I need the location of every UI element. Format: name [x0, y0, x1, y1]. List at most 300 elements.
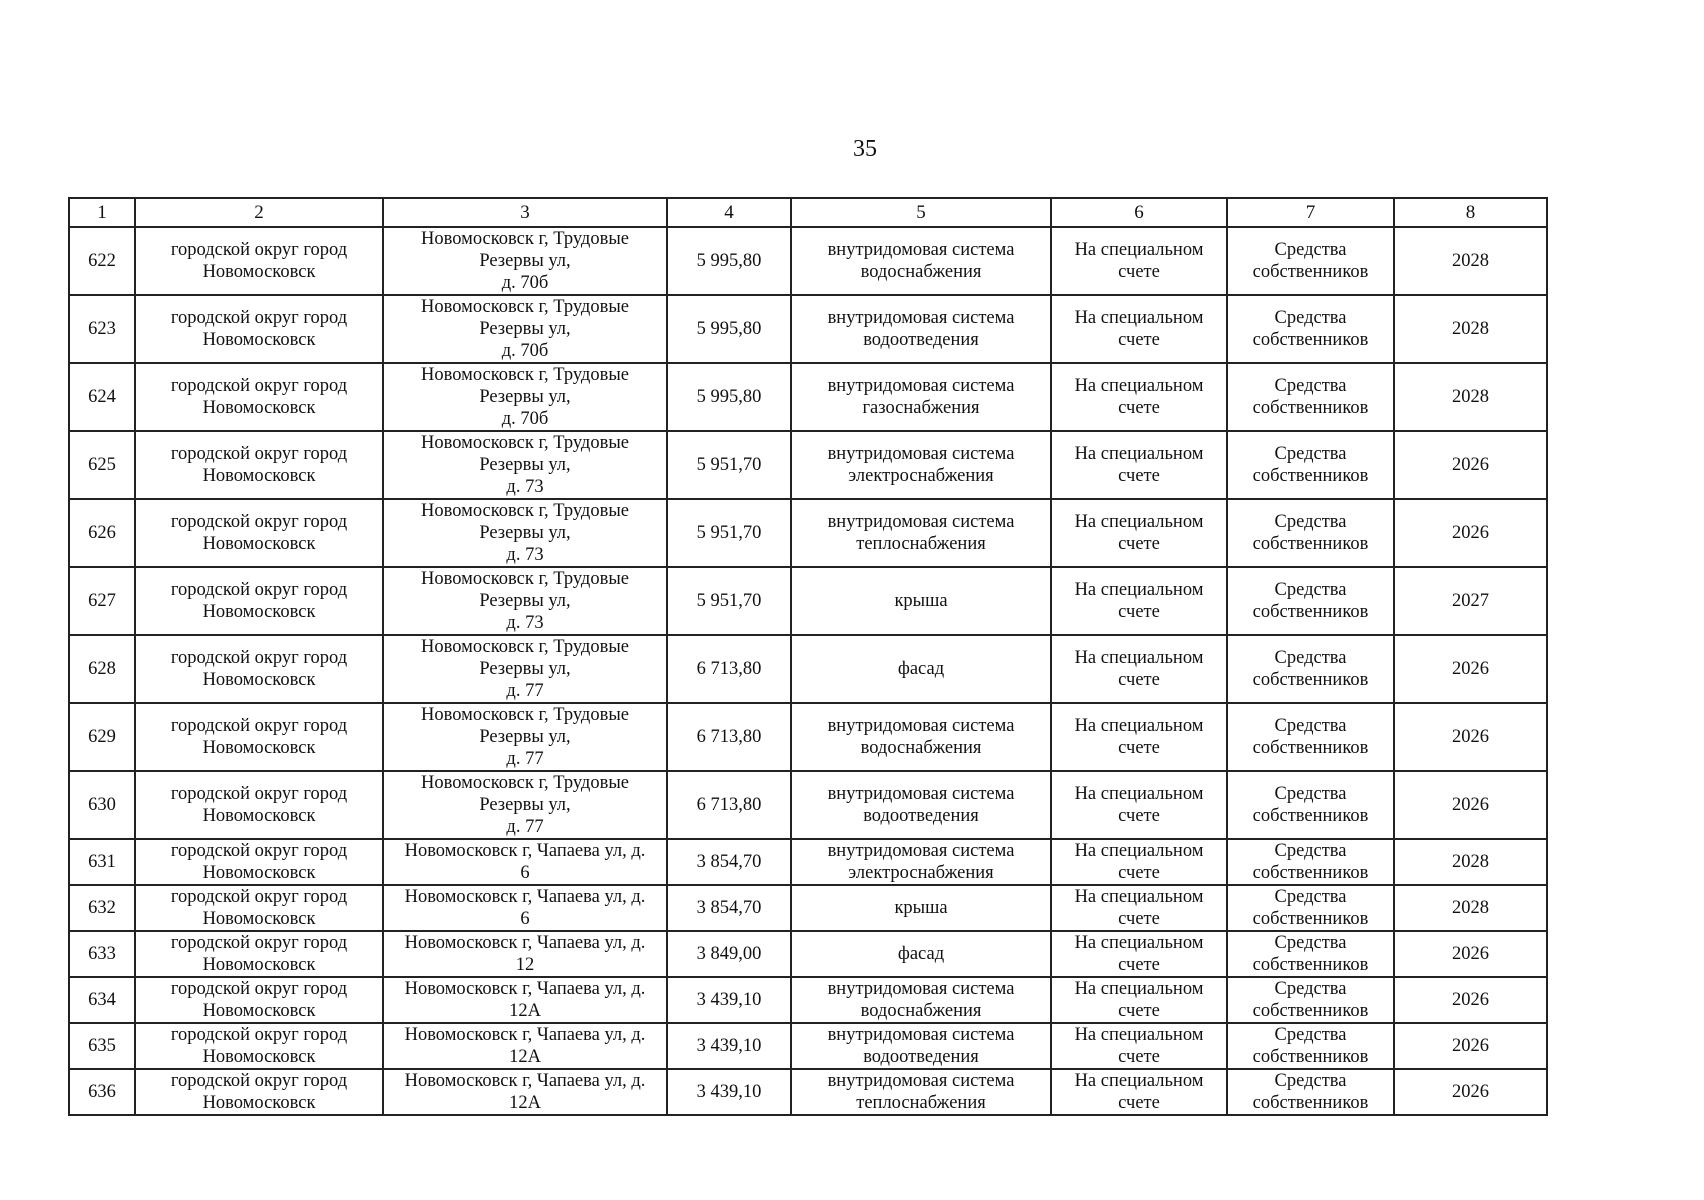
municipality-cell [135, 771, 383, 839]
cell-line: Новомосковск [202, 670, 316, 690]
funding-source-cell [1227, 499, 1394, 567]
area-cell: 3 439,10 [667, 1069, 791, 1115]
area-cell: 5 951,70 [667, 431, 791, 499]
cell-line: собственников [1252, 863, 1369, 883]
cell-line: На специальном [1074, 240, 1204, 260]
cell-line: Средства [1274, 841, 1347, 861]
area-cell: 3 439,10 [667, 1023, 791, 1069]
address-cell [383, 1069, 667, 1115]
cell-line: водоотведения [863, 330, 979, 350]
building-system-cell [791, 771, 1051, 839]
account-type-cell [1051, 567, 1227, 635]
cell-line: водоснабжения [860, 738, 982, 758]
cell-line: Средства [1274, 376, 1347, 396]
account-type-cell [1051, 703, 1227, 771]
table-row [69, 771, 1547, 839]
address-cell [383, 567, 667, 635]
cell-line: счете [1118, 330, 1160, 350]
cell-line: Новомосковск [202, 398, 316, 418]
cell-line: д. 70б [501, 273, 549, 293]
cell-line: Средства [1274, 580, 1347, 600]
cell-line: теплоснабжения [856, 534, 986, 554]
municipality-cell [135, 839, 383, 885]
account-type-cell [1051, 363, 1227, 431]
cell-line: городской округ город [170, 512, 348, 532]
row-number-cell: 625 [69, 431, 135, 499]
area-cell: 3 854,70 [667, 839, 791, 885]
column-header: 1 [69, 198, 135, 227]
cell-line: Средства [1274, 444, 1347, 464]
cell-line: Новомосковск [202, 602, 316, 622]
table-row [69, 839, 1547, 885]
cell-line: водоотведения [863, 1047, 979, 1067]
cell-line: Новомосковск [202, 534, 316, 554]
row-number-cell: 632 [69, 885, 135, 931]
table-row [69, 635, 1547, 703]
column-header: 6 [1051, 198, 1227, 227]
municipality-cell [135, 431, 383, 499]
area-cell: 3 854,70 [667, 885, 791, 931]
account-type-cell [1051, 771, 1227, 839]
header-row [69, 198, 1547, 227]
cell-line: Новомосковск г, Чапаева ул, д. [404, 887, 646, 907]
row-number-cell: 626 [69, 499, 135, 567]
municipality-cell [135, 567, 383, 635]
municipality-cell [135, 1069, 383, 1115]
row-number-cell: 624 [69, 363, 135, 431]
building-system-cell [791, 227, 1051, 295]
funding-source-cell [1227, 1069, 1394, 1115]
building-system-cell [791, 295, 1051, 363]
cell-line: Средства [1274, 784, 1347, 804]
cell-line: Резервы ул, [479, 251, 571, 271]
cell-line: Средства [1274, 648, 1347, 668]
cell-line: Новомосковск [202, 806, 316, 826]
cell-line: крыша [894, 591, 948, 611]
account-type-cell [1051, 1023, 1227, 1069]
cell-line: Резервы ул, [479, 727, 571, 747]
cell-line: собственников [1252, 602, 1369, 622]
cell-line: На специальном [1074, 887, 1204, 907]
cell-line: собственников [1252, 670, 1369, 690]
municipality-cell [135, 1023, 383, 1069]
cell-line: Новомосковск г, Трудовые [421, 637, 629, 657]
municipality-cell [135, 227, 383, 295]
cell-line: Новомосковск [202, 262, 316, 282]
municipality-cell [135, 703, 383, 771]
cell-line: собственников [1252, 909, 1369, 929]
cell-line: д. 77 [506, 681, 544, 701]
cell-line: водоотведения [863, 806, 979, 826]
cell-line: счете [1118, 1047, 1160, 1067]
cell-line: Новомосковск г, Трудовые [421, 229, 629, 249]
cell-line: На специальном [1074, 1071, 1204, 1091]
cell-line: На специальном [1074, 580, 1204, 600]
funding-source-cell [1227, 885, 1394, 931]
address-cell [383, 1023, 667, 1069]
municipality-cell [135, 885, 383, 931]
funding-source-cell [1227, 567, 1394, 635]
cell-line: Новомосковск г, Трудовые [421, 705, 629, 725]
cell-line: счете [1118, 466, 1160, 486]
account-type-cell [1051, 1069, 1227, 1115]
account-type-cell [1051, 499, 1227, 567]
table-row [69, 703, 1547, 771]
municipality-cell [135, 499, 383, 567]
cell-line: счете [1118, 1093, 1160, 1113]
cell-line: Новомосковск [202, 466, 316, 486]
cell-line: городской округ город [170, 1071, 348, 1091]
funding-source-cell [1227, 703, 1394, 771]
account-type-cell [1051, 635, 1227, 703]
cell-line: Новомосковск г, Трудовые [421, 773, 629, 793]
cell-line: счете [1118, 738, 1160, 758]
area-cell: 3 439,10 [667, 977, 791, 1023]
year-cell: 2026 [1394, 431, 1547, 499]
row-number-cell: 634 [69, 977, 135, 1023]
cell-line: газоснабжения [862, 398, 980, 418]
cell-line: Новомосковск г, Чапаева ул, д. [404, 841, 646, 861]
table-row [69, 227, 1547, 295]
cell-line: городской округ город [170, 716, 348, 736]
cell-line: Новомосковск [202, 738, 316, 758]
year-cell: 2026 [1394, 1069, 1547, 1115]
repair-program-table [68, 197, 1548, 1116]
address-cell [383, 703, 667, 771]
cell-line: Новомосковск [202, 1093, 316, 1113]
year-cell: 2028 [1394, 295, 1547, 363]
cell-line: счете [1118, 955, 1160, 975]
cell-line: Резервы ул, [479, 591, 571, 611]
year-cell: 2028 [1394, 227, 1547, 295]
cell-line: городской округ город [170, 1025, 348, 1045]
cell-line: Новомосковск г, Чапаева ул, д. [404, 1025, 646, 1045]
municipality-cell [135, 931, 383, 977]
cell-line: д. 73 [506, 613, 544, 633]
address-cell [383, 885, 667, 931]
cell-line: городской округ город [170, 648, 348, 668]
cell-line: городской округ город [170, 979, 348, 999]
cell-line: Резервы ул, [479, 319, 571, 339]
building-system-cell [791, 1069, 1051, 1115]
funding-source-cell [1227, 1023, 1394, 1069]
funding-source-cell [1227, 227, 1394, 295]
area-cell: 5 951,70 [667, 499, 791, 567]
row-number-cell: 630 [69, 771, 135, 839]
funding-source-cell [1227, 635, 1394, 703]
cell-line: д. 73 [506, 477, 544, 497]
account-type-cell [1051, 931, 1227, 977]
cell-line: фасад [897, 659, 945, 679]
cell-line: 12А [509, 1047, 541, 1067]
cell-line: Резервы ул, [479, 455, 571, 475]
cell-line: На специальном [1074, 841, 1204, 861]
column-header: 5 [791, 198, 1051, 227]
table-row [69, 1069, 1547, 1115]
year-cell: 2027 [1394, 567, 1547, 635]
row-number-cell: 636 [69, 1069, 135, 1115]
column-header: 3 [383, 198, 667, 227]
funding-source-cell [1227, 931, 1394, 977]
cell-line: 6 [520, 863, 530, 883]
address-cell [383, 635, 667, 703]
cell-line: Средства [1274, 933, 1347, 953]
year-cell: 2028 [1394, 885, 1547, 931]
area-cell: 6 713,80 [667, 635, 791, 703]
column-header: 8 [1394, 198, 1547, 227]
account-type-cell [1051, 885, 1227, 931]
cell-line: Средства [1274, 308, 1347, 328]
cell-line: водоснабжения [860, 262, 982, 282]
cell-line: Новомосковск [202, 863, 316, 883]
area-cell: 3 849,00 [667, 931, 791, 977]
address-cell [383, 977, 667, 1023]
cell-line: теплоснабжения [856, 1093, 986, 1113]
address-cell [383, 363, 667, 431]
cell-line: Средства [1274, 979, 1347, 999]
cell-line: д. 77 [506, 749, 544, 769]
area-cell: 5 995,80 [667, 227, 791, 295]
address-cell [383, 839, 667, 885]
cell-line: Новомосковск [202, 330, 316, 350]
building-system-cell [791, 885, 1051, 931]
cell-line: городской округ город [170, 444, 348, 464]
row-number-cell: 631 [69, 839, 135, 885]
row-number-cell: 629 [69, 703, 135, 771]
address-cell [383, 931, 667, 977]
cell-line: городской округ город [170, 580, 348, 600]
building-system-cell [791, 703, 1051, 771]
cell-line: Новомосковск [202, 1047, 316, 1067]
cell-line: внутридомовая система [827, 512, 1015, 532]
building-system-cell [791, 839, 1051, 885]
year-cell: 2026 [1394, 931, 1547, 977]
cell-line: На специальном [1074, 979, 1204, 999]
cell-line: 12 [515, 955, 535, 975]
year-cell: 2028 [1394, 839, 1547, 885]
cell-line: Резервы ул, [479, 387, 571, 407]
cell-line: д. 70б [501, 409, 549, 429]
building-system-cell [791, 1023, 1051, 1069]
cell-line: внутридомовая система [827, 376, 1015, 396]
cell-line: внутридомовая система [827, 1025, 1015, 1045]
cell-line: внутридомовая система [827, 979, 1015, 999]
cell-line: Резервы ул, [479, 523, 571, 543]
cell-line: На специальном [1074, 376, 1204, 396]
area-cell: 5 995,80 [667, 295, 791, 363]
municipality-cell [135, 635, 383, 703]
cell-line: собственников [1252, 466, 1369, 486]
table-body [69, 198, 1547, 1115]
cell-line: 6 [520, 909, 530, 929]
account-type-cell [1051, 431, 1227, 499]
cell-line: 12А [509, 1001, 541, 1021]
cell-line: Резервы ул, [479, 659, 571, 679]
cell-line: Средства [1274, 887, 1347, 907]
year-cell: 2026 [1394, 703, 1547, 771]
year-cell: 2026 [1394, 771, 1547, 839]
cell-line: электроснабжения [848, 863, 994, 883]
cell-line: городской округ город [170, 240, 348, 260]
cell-line: собственников [1252, 262, 1369, 282]
cell-line: На специальном [1074, 648, 1204, 668]
cell-line: Новомосковск [202, 909, 316, 929]
cell-line: 12А [509, 1093, 541, 1113]
cell-line: собственников [1252, 534, 1369, 554]
cell-line: счете [1118, 262, 1160, 282]
cell-line: городской округ город [170, 784, 348, 804]
address-cell [383, 227, 667, 295]
cell-line: Средства [1274, 716, 1347, 736]
row-number-cell: 633 [69, 931, 135, 977]
funding-source-cell [1227, 295, 1394, 363]
cell-line: счете [1118, 534, 1160, 554]
account-type-cell [1051, 227, 1227, 295]
cell-line: Новомосковск г, Трудовые [421, 569, 629, 589]
year-cell: 2026 [1394, 1023, 1547, 1069]
cell-line: На специальном [1074, 512, 1204, 532]
cell-line: водоснабжения [860, 1001, 982, 1021]
building-system-cell [791, 363, 1051, 431]
cell-line: Средства [1274, 1025, 1347, 1045]
building-system-cell [791, 567, 1051, 635]
cell-line: Новомосковск г, Трудовые [421, 297, 629, 317]
year-cell: 2026 [1394, 635, 1547, 703]
funding-source-cell [1227, 977, 1394, 1023]
cell-line: Новомосковск [202, 1001, 316, 1021]
cell-line: Новомосковск г, Трудовые [421, 365, 629, 385]
cell-line: городской округ город [170, 841, 348, 861]
account-type-cell [1051, 839, 1227, 885]
address-cell [383, 771, 667, 839]
cell-line: внутридомовая система [827, 444, 1015, 464]
account-type-cell [1051, 295, 1227, 363]
table-row [69, 931, 1547, 977]
cell-line: собственников [1252, 1047, 1369, 1067]
area-cell: 6 713,80 [667, 703, 791, 771]
cell-line: Новомосковск г, Чапаева ул, д. [404, 933, 646, 953]
cell-line: электроснабжения [848, 466, 994, 486]
municipality-cell [135, 977, 383, 1023]
table-row [69, 431, 1547, 499]
cell-line: внутридомовая система [827, 841, 1015, 861]
cell-line: На специальном [1074, 308, 1204, 328]
table-row [69, 295, 1547, 363]
cell-line: Средства [1274, 240, 1347, 260]
table-row [69, 567, 1547, 635]
table-row [69, 977, 1547, 1023]
cell-line: собственников [1252, 330, 1369, 350]
row-number-cell: 623 [69, 295, 135, 363]
cell-line: внутридомовая система [827, 308, 1015, 328]
cell-line: На специальном [1074, 933, 1204, 953]
cell-line: счете [1118, 1001, 1160, 1021]
row-number-cell: 635 [69, 1023, 135, 1069]
building-system-cell [791, 931, 1051, 977]
cell-line: д. 70б [501, 341, 549, 361]
cell-line: фасад [897, 944, 945, 964]
funding-source-cell [1227, 839, 1394, 885]
building-system-cell [791, 431, 1051, 499]
table-row [69, 885, 1547, 931]
cell-line: внутридомовая система [827, 240, 1015, 260]
cell-line: Средства [1274, 1071, 1347, 1091]
cell-line: счете [1118, 909, 1160, 929]
table-row [69, 363, 1547, 431]
cell-line: На специальном [1074, 1025, 1204, 1045]
cell-line: счете [1118, 670, 1160, 690]
address-cell [383, 499, 667, 567]
year-cell: 2026 [1394, 499, 1547, 567]
address-cell [383, 295, 667, 363]
year-cell: 2026 [1394, 977, 1547, 1023]
cell-line: городской округ город [170, 308, 348, 328]
funding-source-cell [1227, 363, 1394, 431]
cell-line: Резервы ул, [479, 795, 571, 815]
row-number-cell: 622 [69, 227, 135, 295]
cell-line: Новомосковск [202, 955, 316, 975]
year-cell: 2028 [1394, 363, 1547, 431]
cell-line: д. 77 [506, 817, 544, 837]
municipality-cell [135, 363, 383, 431]
cell-line: Новомосковск г, Трудовые [421, 501, 629, 521]
cell-line: собственников [1252, 1093, 1369, 1113]
column-header: 2 [135, 198, 383, 227]
cell-line: внутридомовая система [827, 716, 1015, 736]
cell-line: Средства [1274, 512, 1347, 532]
column-header: 7 [1227, 198, 1394, 227]
address-cell [383, 431, 667, 499]
table-row [69, 499, 1547, 567]
cell-line: городской округ город [170, 887, 348, 907]
municipality-cell [135, 295, 383, 363]
area-cell: 5 995,80 [667, 363, 791, 431]
building-system-cell [791, 977, 1051, 1023]
page-number: 35 [853, 136, 877, 162]
cell-line: счете [1118, 398, 1160, 418]
column-header: 4 [667, 198, 791, 227]
area-cell: 5 951,70 [667, 567, 791, 635]
funding-source-cell [1227, 771, 1394, 839]
cell-line: На специальном [1074, 444, 1204, 464]
row-number-cell: 628 [69, 635, 135, 703]
cell-line: внутридомовая система [827, 784, 1015, 804]
building-system-cell [791, 499, 1051, 567]
cell-line: крыша [894, 898, 948, 918]
building-system-cell [791, 635, 1051, 703]
cell-line: На специальном [1074, 784, 1204, 804]
cell-line: д. 73 [506, 545, 544, 565]
cell-line: внутридомовая система [827, 1071, 1015, 1091]
cell-line: городской округ город [170, 376, 348, 396]
cell-line: счете [1118, 602, 1160, 622]
cell-line: собственников [1252, 398, 1369, 418]
cell-line: собственников [1252, 806, 1369, 826]
cell-line: Новомосковск г, Чапаева ул, д. [404, 1071, 646, 1091]
cell-line: Новомосковск г, Трудовые [421, 433, 629, 453]
area-cell: 6 713,80 [667, 771, 791, 839]
cell-line: На специальном [1074, 716, 1204, 736]
table-row [69, 1023, 1547, 1069]
cell-line: счете [1118, 863, 1160, 883]
cell-line: городской округ город [170, 933, 348, 953]
cell-line: собственников [1252, 738, 1369, 758]
cell-line: собственников [1252, 1001, 1369, 1021]
cell-line: счете [1118, 806, 1160, 826]
cell-line: Новомосковск г, Чапаева ул, д. [404, 979, 646, 999]
funding-source-cell [1227, 431, 1394, 499]
account-type-cell [1051, 977, 1227, 1023]
